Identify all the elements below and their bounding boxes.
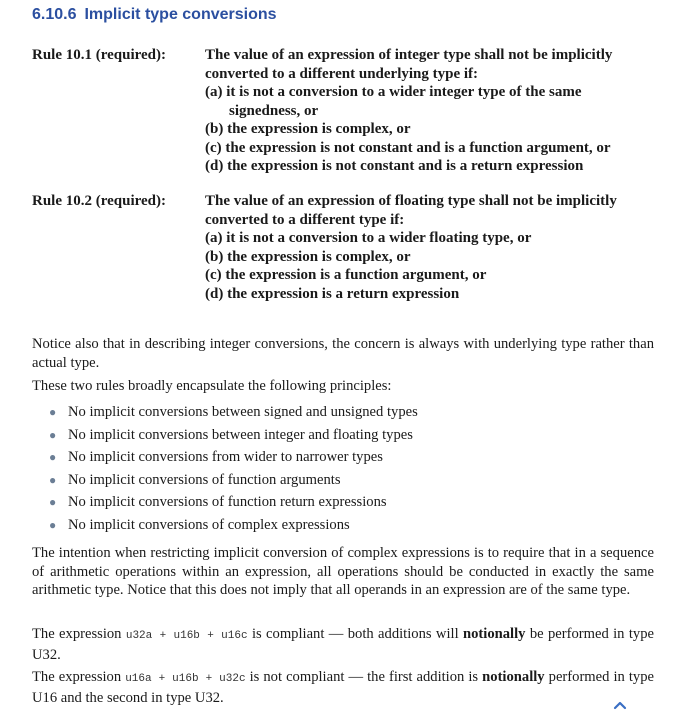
intention-paragraph: The intention when restricting implicit conversion of complex expressions is to require that in a sequence of arithmetic operations within an expression, all operations should be conducted in exactly the same arithmetic type. Notice that this does not imply that all operands in an expression are of the same type. [32,545,654,598]
rule-line: (a) it is not a conversion to a wider integer type of the same [205,84,582,100]
rule-line: converted to a different type if: [205,211,405,228]
example-noncompliant [32,668,654,707]
example-prefix: The expression [32,626,122,642]
rule-text [205,46,675,176]
list-item [48,401,418,424]
bullet-icon: ● [49,405,57,419]
rule-line: signedness, or [229,102,319,119]
notice-paragraph: Notice also that in describing integer conversions, the concern is always with underlying type rather than actual type. [32,336,654,371]
emphasis-text: notionally [482,669,545,685]
principles-intro: These two rules broadly encapsulate the following principles: [32,378,392,394]
list-item [48,424,418,447]
bullet-icon: ● [49,495,57,510]
example-middle: is compliant — both additions will [251,626,459,642]
section-number: 6.10.6 [32,6,77,23]
list-item [48,491,418,514]
bullet-icon: ● [49,472,57,487]
rule-line: (b) the expression is complex, or [205,121,411,137]
list-item-text: No implicit conversions between signed and unsigned types [68,404,418,420]
list-item-text: No implicit conversions of function arguments [68,471,341,488]
list-item-text: No implicit conversions of function return expressions [68,494,387,511]
rule-line: (d) the expression is not constant and is a return expression [205,158,584,174]
principles-list [48,401,418,537]
rule-line: The value of an expression of floating type shall not be implicitly [205,193,617,209]
list-item [48,469,418,492]
bullet-icon: ● [49,427,57,442]
rule-line: converted to a different underlying type if: [205,65,479,82]
rule-line: (a) it is not a conversion to a wider floating type, or [205,230,532,246]
rule-line: The value of an expression of integer type shall not be implicitly [205,47,613,63]
example-prefix: The expression [32,669,122,685]
rule-line: (c) the expression is a function argument, or [205,267,487,283]
emphasis-text: notionally [463,626,526,642]
section-heading [32,6,277,24]
example-suffix: be performed in type U32. [32,626,654,663]
rule-label: Rule 10.2 (required): [32,193,167,209]
list-item [48,446,418,469]
example-suffix: performed in type U16 and the second in type U32. [32,669,654,706]
rule-line: (d) the expression is a return expression [205,285,460,302]
code-expression: u32a + u16b + u16c [125,630,248,642]
list-item-text: No implicit conversions between integer and floating types [68,426,413,443]
list-item-text: No implicit conversions from wider to narrower types [68,449,383,466]
chevron-up-icon[interactable] [613,700,627,710]
rule-text [205,192,675,303]
bullet-icon: ● [49,517,57,532]
example-compliant [32,625,654,664]
section-title: Implicit type conversions [84,6,277,23]
bullet-icon: ● [49,450,57,465]
rule-label: Rule 10.1 (required): [32,47,167,63]
list-item-text: No implicit conversions of complex expressions [68,516,350,533]
code-expression: u16a + u16b + u32c [125,673,246,685]
rule-line: (c) the expression is not constant and is a function argument, or [205,139,611,156]
example-middle: is not compliant — the first addition is [249,669,479,685]
list-item [48,514,418,537]
rule-line: (b) the expression is complex, or [205,248,411,265]
